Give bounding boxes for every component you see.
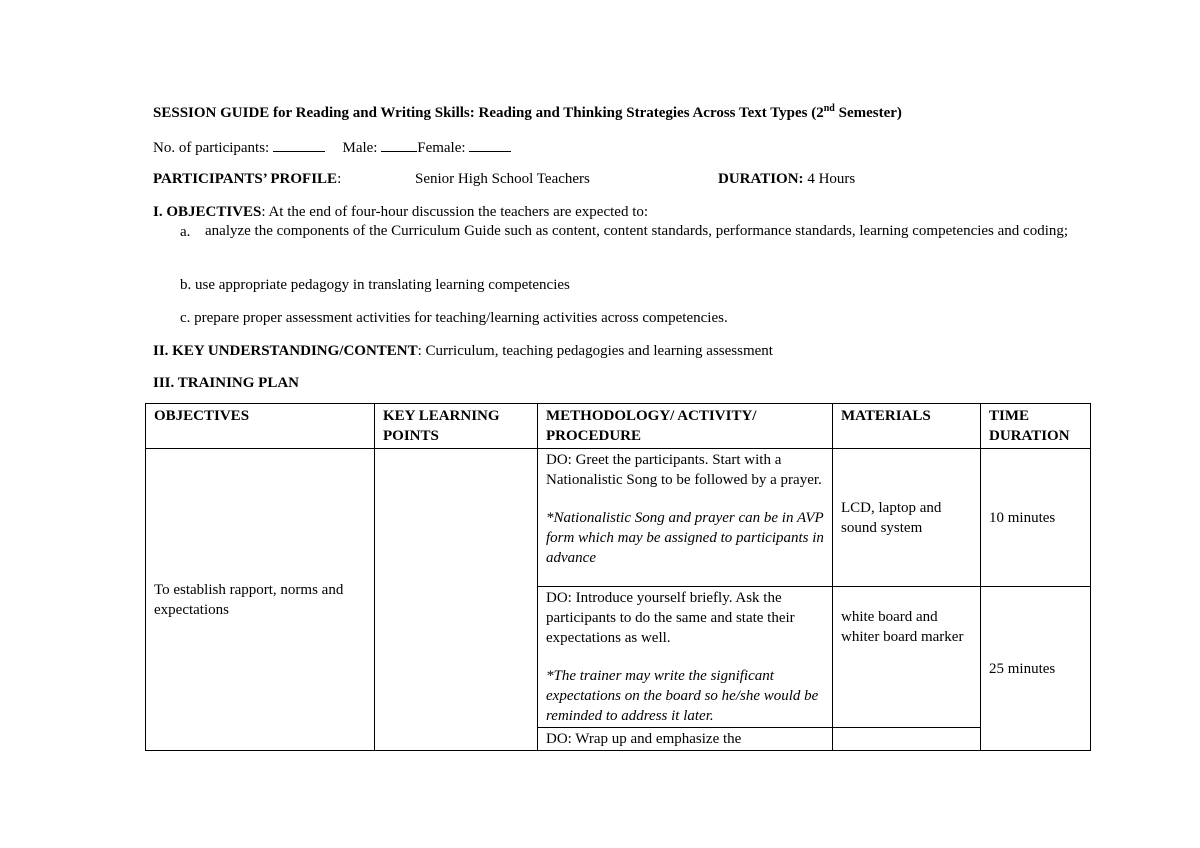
title-tail: Semester) [834,105,902,121]
header-materials: MATERIALS [833,404,981,449]
duration-value: 4 Hours [807,171,856,187]
participants-count-label: No. of participants: [153,140,270,156]
female-blank [469,137,511,152]
header-key-learning-points: KEY LEARNING POINTS [375,404,538,449]
objective-a-text: analyze the components of the Curriculum Guide such as content, content standards, performance standards, learning competencies and coding; [205,223,1069,239]
profile-label: PARTICIPANTS’ PROFILE [153,171,338,187]
duration [718,170,855,188]
objective-c: c. prepare proper assessment activities for teaching/learning activities across competencies. [180,310,728,326]
objectives-heading-line [153,203,648,221]
objective-cell: To establish rapport, norms and expectations [146,449,375,751]
objective-b: b. use appropriate pedagogy in translating learning competencies [180,277,570,293]
profile-line [153,170,341,188]
male-label: Male: [342,140,378,156]
title-superscript: nd [823,103,835,114]
method-note: *Nationalistic Song and prayer can be in AVP form which may be assigned to participants in advance [546,510,824,566]
participants-line [153,137,511,157]
table-row [146,449,1091,587]
objective-a-marker: a. [180,224,191,240]
time-cell: 10 minutes [981,449,1091,587]
method-cell [538,449,833,587]
header-objectives: OBJECTIVES [146,404,375,449]
method-text: DO: Introduce yourself briefly. Ask the participants to do the same and state their expectations as well. [546,590,795,646]
profile-value: Senior High School Teachers [415,171,590,187]
key-points-cell [375,449,538,751]
key-understanding-heading: II. KEY UNDERSTANDING/CONTENT [153,343,418,359]
profile-colon: : [337,171,342,187]
header-methodology: METHODOLOGY/ ACTIVITY/ PROCEDURE [538,404,833,449]
key-understanding-line [153,342,773,360]
materials-cell: LCD, laptop and sound system [833,449,981,587]
header-time-duration: TIME DURATION [981,404,1091,449]
materials-cell: white board and whiter board marker [833,587,981,728]
male-blank [381,137,417,152]
objectives-intro: : At the end of four-hour discussion the teachers are expected to: [261,204,649,220]
duration-label: DURATION: [718,171,804,187]
participants-count-blank [273,137,325,152]
method-cell [538,587,833,728]
objectives-heading: I. OBJECTIVES [153,204,262,220]
method-note: *The trainer may write the significant expectations on the board so he/she would be reminded to address it later. [546,668,819,724]
table-header-row [146,404,1091,449]
materials-cell [833,728,981,751]
key-understanding-text: : Curriculum, teaching pedagogies and learning assessment [417,343,773,359]
session-title [153,104,902,122]
time-cell: 25 minutes [981,587,1091,751]
method-text: DO: Greet the participants. Start with a Nationalistic Song to be followed by a prayer. [546,452,822,488]
training-plan-table [145,403,1091,751]
female-label: Female: [417,140,466,156]
method-cell: DO: Wrap up and emphasize the [538,728,833,751]
training-plan-heading: III. TRAINING PLAN [153,375,300,391]
title-text: SESSION GUIDE for Reading and Writing Skills: Reading and Thinking Strategies Across Text Types (2 [153,105,824,121]
